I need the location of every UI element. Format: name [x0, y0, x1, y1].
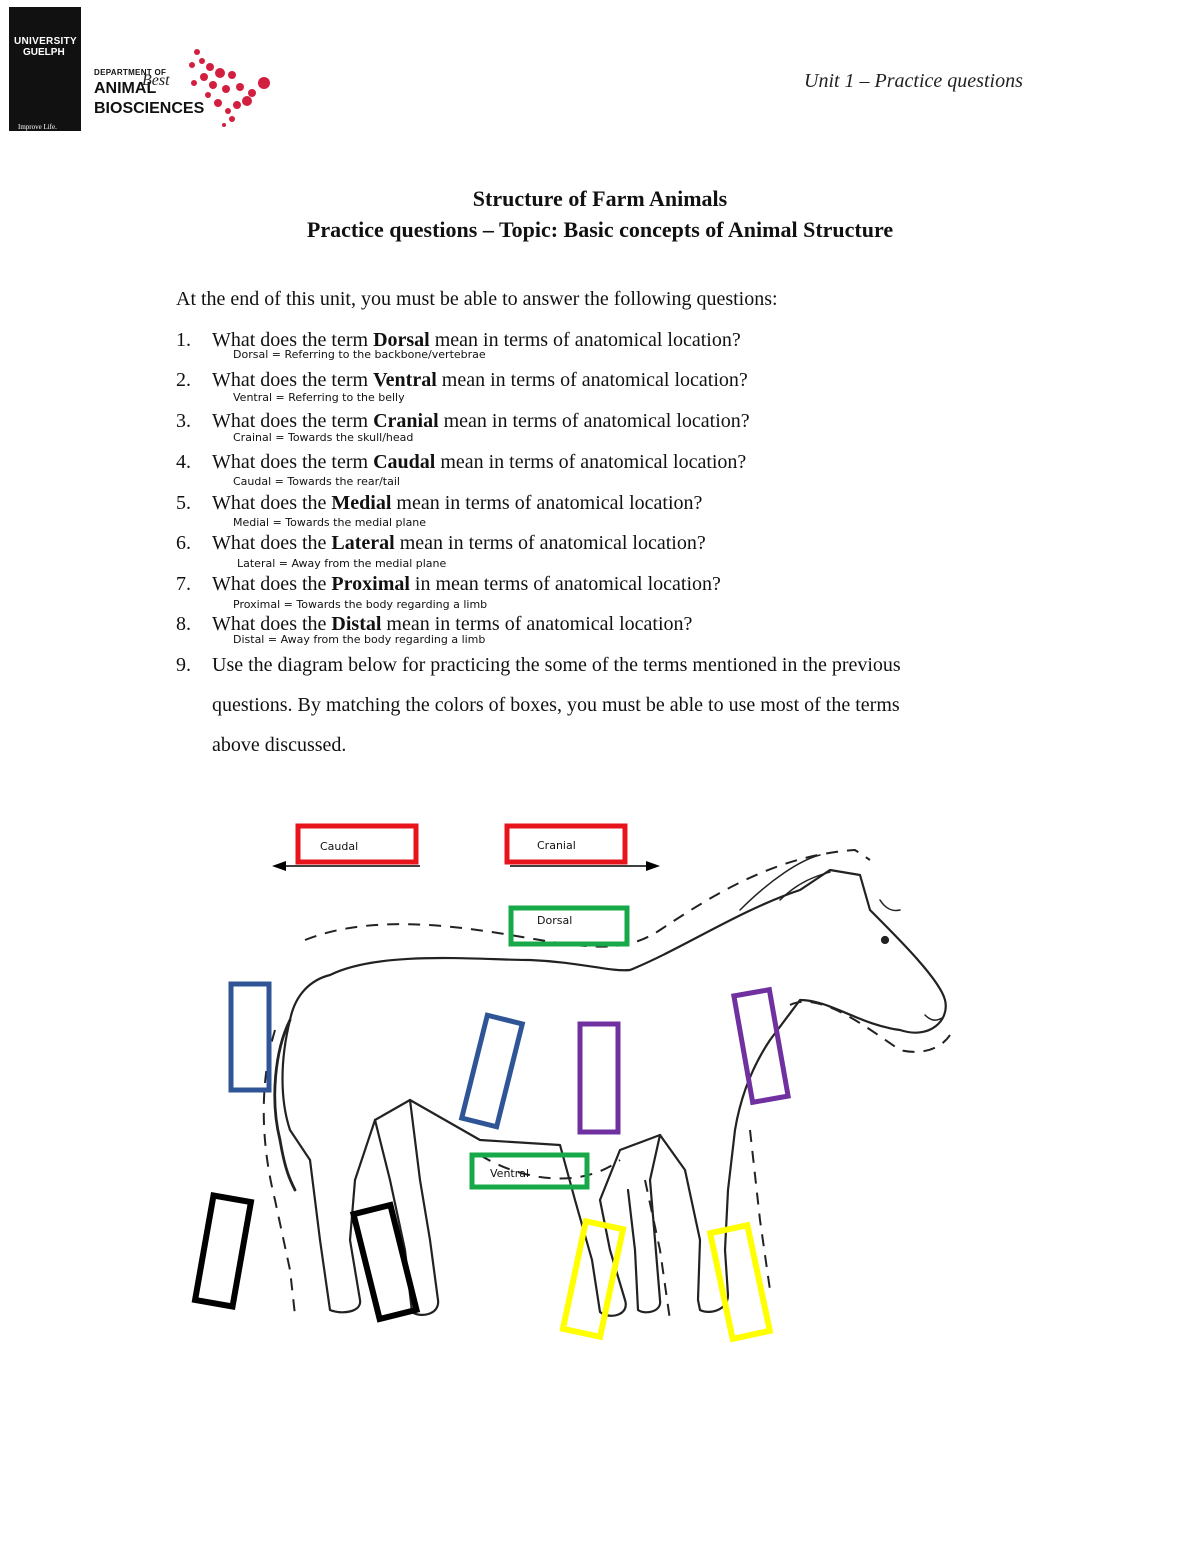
question-text: Use the diagram below for practicing the some of the terms mentioned in the previous [212, 654, 901, 676]
question-number: 4. [176, 451, 191, 473]
page-subtitle: Practice questions – Topic: Basic concepts of Animal Structure [306, 217, 894, 242]
question-text: mean in terms of anatomical location? [394, 532, 706, 554]
question-number: 6. [176, 532, 191, 554]
ventral-label: Ventral [490, 1167, 530, 1180]
purple-box-lateral [734, 990, 788, 1103]
answer-6: Lateral = Away from the medial plane [237, 557, 447, 570]
yellow-box-distal [710, 1225, 770, 1339]
question-text: mean in terms of anatomical location? [436, 369, 748, 391]
question-number: 3. [176, 410, 191, 432]
question-text: What does the term [212, 451, 374, 473]
question-text: What does the [212, 532, 332, 554]
question-9-line-2: questions. By matching the colors of boxes, you must be able to use most of the terms [212, 694, 900, 716]
question-term: Lateral [331, 532, 395, 554]
answer-7: Proximal = Towards the body regarding a limb [233, 598, 488, 611]
answer-2: Ventral = Referring to the belly [233, 391, 405, 404]
page-title: Structure of Farm Animals [472, 186, 728, 211]
answer-3: Crainal = Towards the skull/head [233, 431, 414, 444]
question-9 [176, 654, 901, 677]
question-text: What does the term [212, 329, 374, 351]
question-5 [176, 492, 702, 515]
handwritten-note: Best [142, 72, 170, 89]
question-term: Distal [331, 613, 382, 635]
question-text: mean in terms of anatomical location? [429, 329, 741, 351]
horse-anatomy-diagram [180, 800, 980, 1380]
question-text: mean in terms of anatomical location? [438, 410, 750, 432]
question-text: What does the [212, 613, 332, 635]
question-number: 1. [176, 329, 191, 351]
question-text: What does the term [212, 410, 374, 432]
question-term: Caudal [373, 451, 436, 473]
question-term: Proximal [331, 573, 410, 595]
question-text: mean in terms of anatomical location? [391, 492, 703, 514]
question-term: Medial [331, 492, 392, 514]
question-text: mean in terms of anatomical location? [435, 451, 747, 473]
question-text: in mean terms of anatomical location? [409, 573, 721, 595]
answer-4: Caudal = Towards the rear/tail [233, 475, 400, 488]
answer-5: Medial = Towards the medial plane [233, 516, 427, 529]
question-term: Ventral [373, 369, 437, 391]
question-term: Cranial [373, 410, 439, 432]
intro-text: At the end of this unit, you must be able to answer the following questions: [176, 288, 778, 310]
cranial-label: Cranial [537, 839, 576, 852]
question-number: 5. [176, 492, 191, 514]
answer-1: Dorsal = Referring to the backbone/vertebrae [233, 348, 486, 361]
question-4 [176, 451, 746, 474]
dept-biosciences-text: BIOSCIENCES [94, 100, 205, 117]
dashed-outline [264, 850, 950, 1320]
question-text: What does the term [212, 369, 374, 391]
question-6 [176, 532, 706, 555]
answer-8: Distal = Away from the body regarding a limb [233, 633, 486, 646]
question-text: What does the [212, 573, 332, 595]
blue-box-caudal [231, 984, 269, 1090]
dept-dots-logo-icon [180, 45, 280, 130]
question-number: 9. [176, 654, 191, 676]
question-7 [176, 573, 721, 596]
question-number: 2. [176, 369, 191, 391]
question-3 [176, 410, 750, 433]
caudal-label: Caudal [320, 840, 359, 853]
university-logo [9, 7, 81, 131]
unit-label: Unit 1 – Practice questions [804, 70, 1023, 92]
black-box-proximal [195, 1196, 251, 1307]
question-9-line-3: above discussed. [212, 734, 347, 756]
yellow-box-proximal [563, 1221, 623, 1336]
question-2 [176, 369, 748, 392]
question-number: 8. [176, 613, 191, 635]
blue-box-medial [462, 1015, 523, 1127]
question-term: Dorsal [373, 329, 430, 351]
black-box-distal [354, 1205, 417, 1319]
question-text: mean in terms of anatomical location? [381, 613, 693, 635]
logo-line-1: UNIVERSITY [14, 36, 78, 47]
dorsal-label: Dorsal [537, 914, 573, 927]
logo-tagline: Improve Life. [18, 123, 57, 131]
question-text: What does the [212, 492, 332, 514]
question-number: 7. [176, 573, 191, 595]
purple-box-medial [580, 1024, 618, 1132]
logo-line-2: GUELPH [23, 47, 65, 58]
dept-animal-text: ANIMAL [94, 80, 157, 97]
dept-small-text: DEPARTMENT OF [94, 68, 167, 77]
